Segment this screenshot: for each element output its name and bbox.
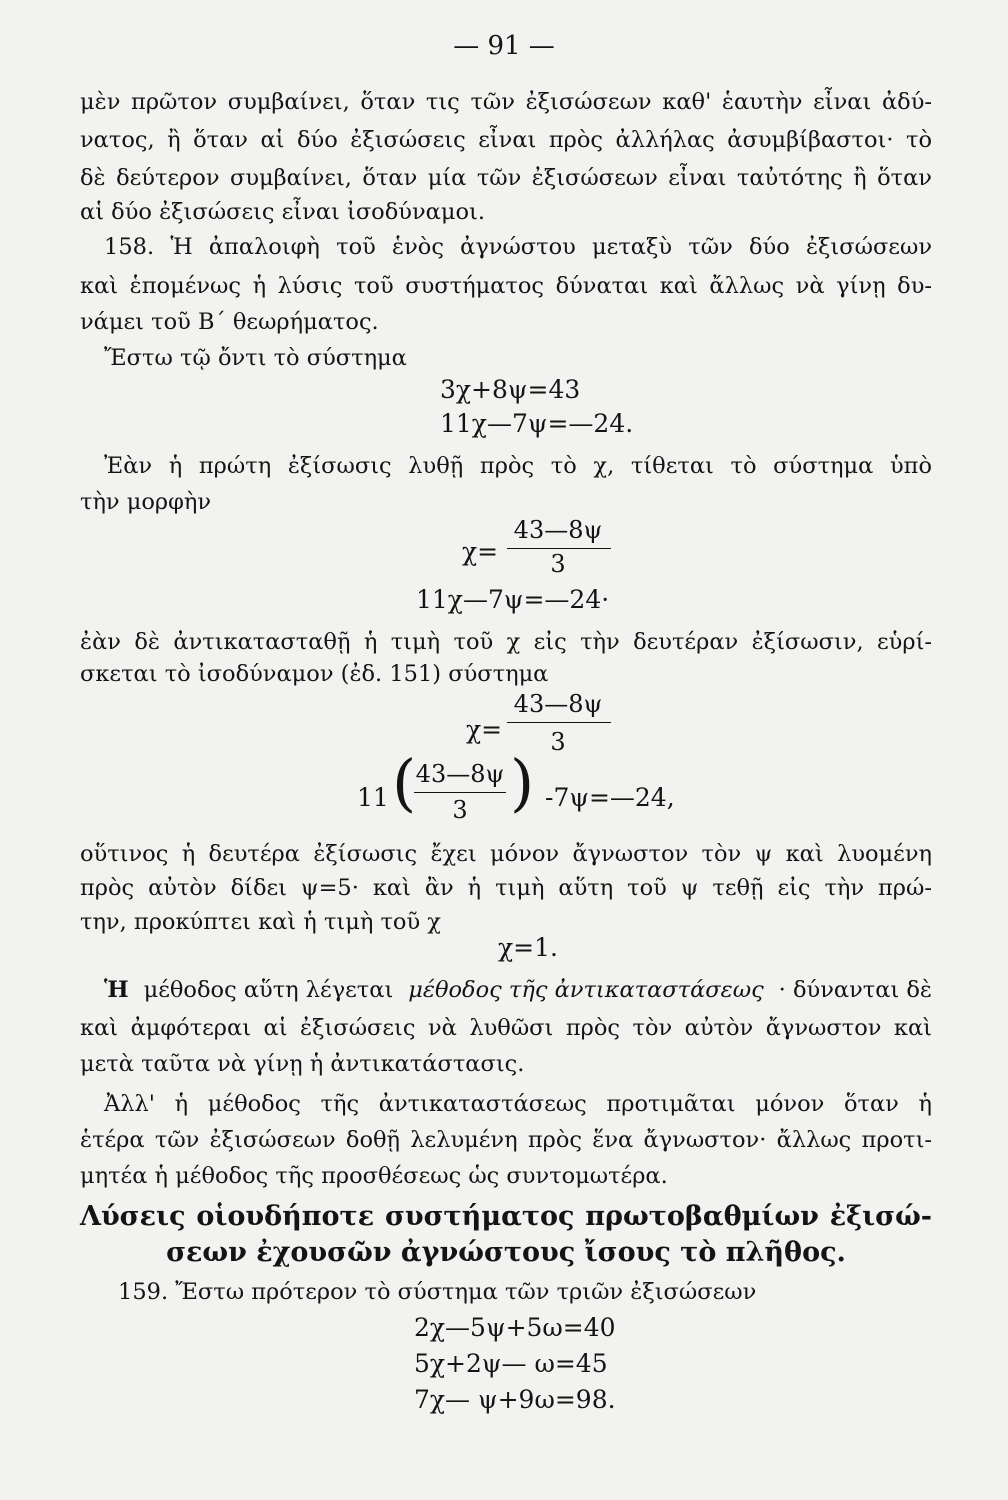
substituted-equation-rest: -7ψ=—24,: [545, 783, 675, 812]
text-line: Ἐὰν ἡ πρώτη ἐξίσωσις λυθῇ πρὸς τὸ χ, τίθεται τὸ σύστημα ὑπὸ: [104, 453, 932, 479]
text-line: δὲ δεύτερον συμβαίνει, ὅταν μία τῶν ἐξισώσεων εἶναι ταὐτότης ἢ ὅταν: [80, 165, 932, 191]
text-line: νατος, ἢ ὅταν αἱ δύο ἐξισώσεις εἶναι πρὸς ἀλλήλας ἀσυμβίβαστοι· τὸ: [80, 127, 932, 153]
x-equals-label: χ=: [466, 715, 503, 744]
text-line: πρὸς αὐτὸν δίδει ψ=5· καὶ ἂν ἡ τιμὴ αὕτη τοῦ ψ τεθῇ εἰς τὴν πρώ-: [80, 875, 932, 901]
text-line: σκεται τὸ ἰσοδύναμον (ἐδ. 151) σύστημα: [80, 661, 549, 687]
text-line: καὶ ἀμφότεραι αἱ ἐξισώσεις νὰ λυθῶσι πρὸς τὸν αὐτὸν ἄγνωστον καὶ: [80, 1015, 932, 1041]
text-fragment: Ἡ: [104, 977, 129, 1003]
text-line: μὲν πρῶτον συμβαίνει, ὅταν τις τῶν ἐξισώσεων καθ' ἑαυτὴν εἶναι ἀδύ-: [80, 89, 932, 115]
system1-equation-2: 11χ—7ψ=—24.: [440, 409, 634, 438]
fraction-2-numerator: 43—8ψ: [513, 690, 603, 718]
coefficient-11: 11: [357, 783, 389, 812]
fraction-2-bar: [507, 722, 611, 723]
text-line: νάμει τοῦ Β΄ θεωρήματος.: [80, 309, 379, 335]
text-line: Ἀλλ' ἡ μέθοδος τῆς ἀντικαταστάσεως προτιμᾶται μόνον ὅταν ἡ: [104, 1091, 932, 1117]
fraction-3-denominator: 3: [452, 796, 468, 824]
text-line: ἐὰν δὲ ἀντικατασταθῇ ἡ τιμὴ τοῦ χ εἰς τὴν δευτέραν ἐξίσωσιν, εὑρί-: [80, 629, 932, 655]
fraction-1-denominator: 3: [550, 550, 566, 578]
fraction-2-denominator: 3: [550, 728, 566, 756]
paragraph-159-start: 159. Ἔστω πρότερον τὸ σύστημα τῶν τριῶν ἐξισώσεων: [118, 1279, 757, 1305]
paren-open: (: [392, 746, 417, 819]
method-name: μέθοδος τῆς ἀντικαταστάσεως: [408, 977, 764, 1003]
fraction-3-bar: [414, 792, 506, 793]
text-line: μητέα ἡ μέθοδος τῆς προσθέσεως ὡς συντομωτέρα.: [80, 1163, 668, 1189]
x-equals-label: χ=: [462, 537, 499, 566]
section-heading-line-1: Λύσεις οἱουδήποτε συστήματος πρωτοβαθμίων ἐξισώ-: [80, 1201, 932, 1232]
text-line: την, προκύπτει καὶ ἡ τιμὴ τοῦ χ: [80, 909, 441, 935]
text-line: αἱ δύο ἐξισώσεις εἶναι ἰσοδύναμοι.: [80, 199, 485, 225]
text-fragment: μέθοδος αὕτη λέγεται: [143, 977, 394, 1003]
text-line: καὶ ἑπομένως ἡ λύσις τοῦ συστήματος δύναται καὶ ἄλλως νὰ γίνῃ δυ-: [80, 273, 932, 299]
fraction-1-numerator: 43—8ψ: [513, 516, 603, 544]
section-heading-line-2: σεων ἐχουσῶν ἀγνώστους ἴσους τὸ πλῆθος.: [166, 1237, 846, 1268]
text-line: τὴν μορφὴν: [80, 489, 212, 515]
x-value: χ=1.: [498, 933, 558, 962]
system3-equation-1: 2χ—5ψ+5ω=40: [414, 1313, 616, 1342]
method-definition-line: [104, 974, 932, 1006]
fraction-3-numerator: 43—8ψ: [415, 760, 505, 788]
page-number: — 91 —: [453, 31, 555, 61]
text-line: μετὰ ταῦτα νὰ γίνῃ ἡ ἀντικατάστασις.: [80, 1051, 525, 1077]
paragraph-158-start: 158. Ἡ ἀπαλοιφὴ τοῦ ἑνὸς ἀγνώστου μεταξὺ τῶν δύο ἐξισώσεων: [104, 234, 932, 260]
text-line: ἑτέρα τῶν ἐξισώσεων δοθῇ λελυμένη πρὸς ἕνα ἄγνωστον· ἄλλως προτι-: [80, 1127, 932, 1153]
system2-equation-2: 11χ—7ψ=—24·: [416, 585, 610, 614]
text-line: Ἔστω τῷ ὄντι τὸ σύστημα: [104, 345, 407, 371]
system3-equation-2: 5χ+2ψ— ω=45: [414, 1349, 608, 1378]
text-line: οὕτινος ἡ δευτέρα ἐξίσωσις ἔχει μόνον ἄγνωστον τὸν ψ καὶ λυομένη: [80, 841, 932, 867]
system3-equation-3: 7χ— ψ+9ω=98.: [414, 1385, 616, 1414]
text-fragment: · δύνανται δὲ: [778, 977, 932, 1003]
system1-equation-1: 3χ+8ψ=43: [440, 375, 581, 404]
paren-close: ): [510, 746, 535, 819]
fraction-1-bar: [507, 548, 611, 549]
